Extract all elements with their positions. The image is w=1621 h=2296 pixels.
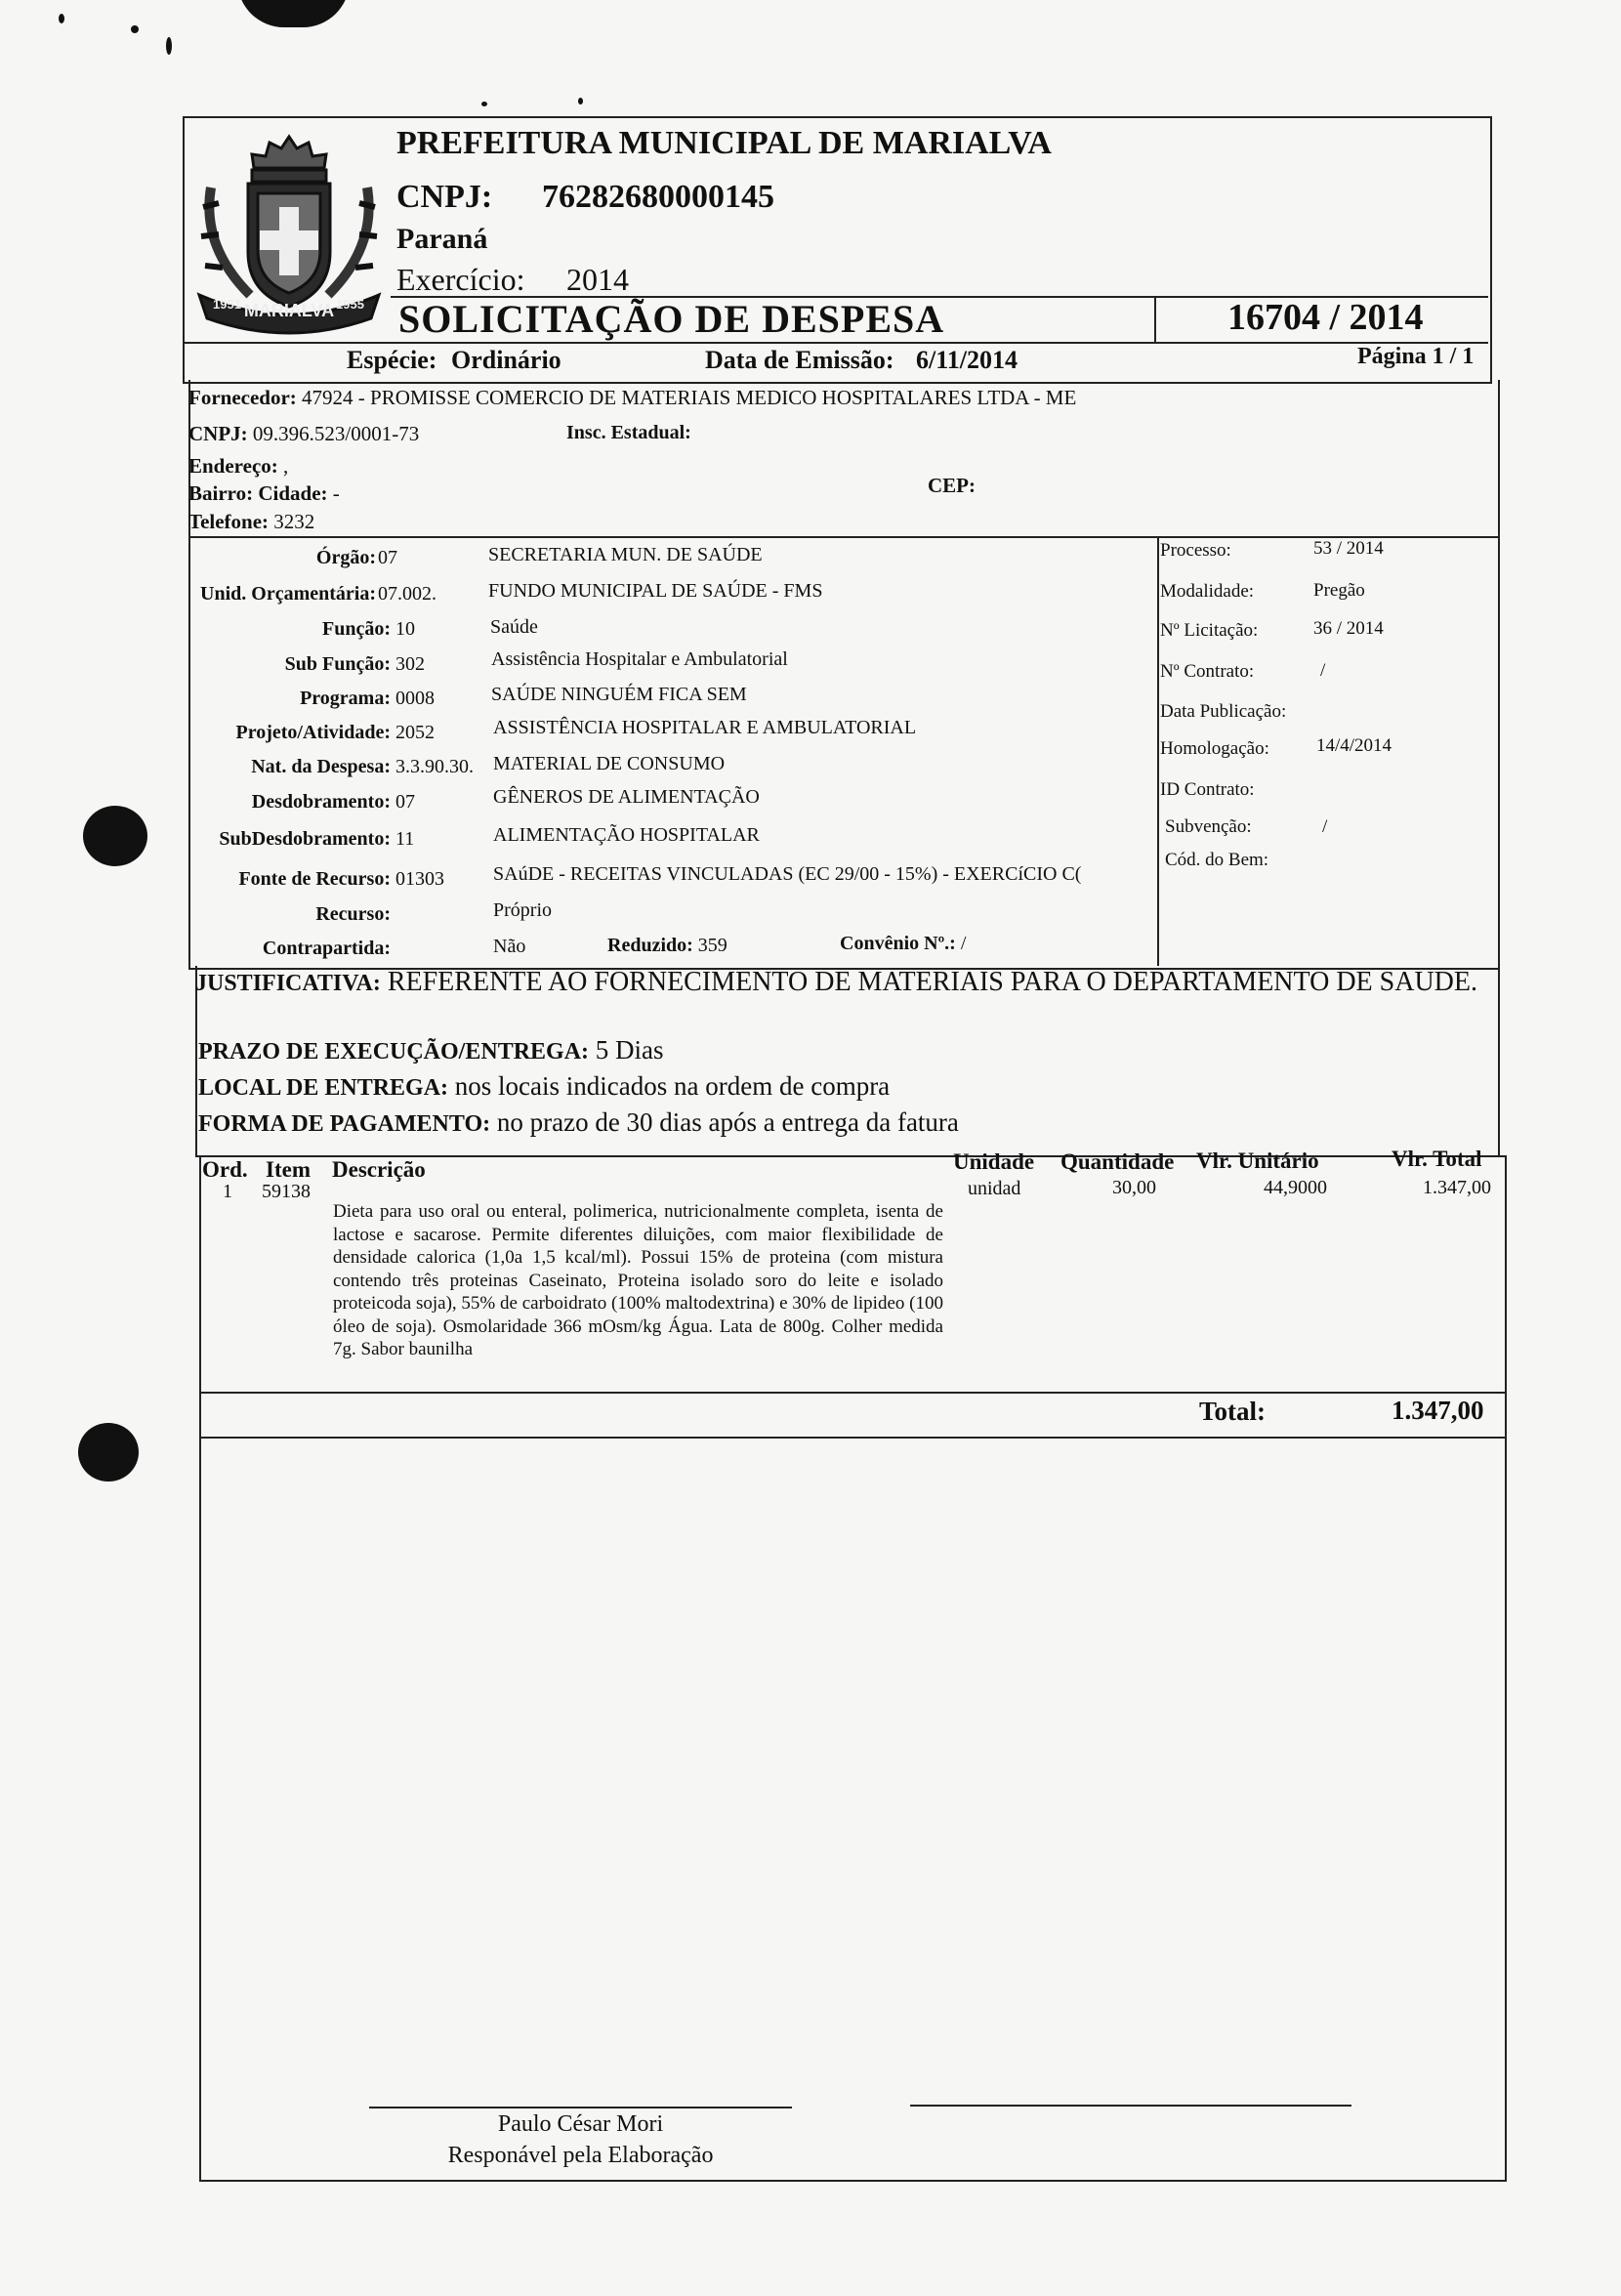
- row-qty: 30,00: [1112, 1177, 1156, 1198]
- supplier-address-label: Endereço:: [188, 454, 278, 478]
- budget-desc-desdobramento: GÊNEROS DE ALIMENTAÇÃO: [493, 786, 760, 808]
- scan-speck: [578, 98, 583, 104]
- budget-code-orgao: 07: [378, 547, 397, 568]
- pagamento-label: FORMA DE PAGAMENTO:: [198, 1111, 491, 1137]
- supplier-phone-label: Telefone:: [188, 510, 270, 533]
- row-unit: unidad: [968, 1178, 1021, 1199]
- col-header-item: Item: [266, 1157, 311, 1182]
- budget-label-contrapartida: Contrapartida:: [262, 938, 391, 959]
- budget-code-fonte: 01303: [395, 868, 444, 890]
- col-header-desc: Descrição: [332, 1157, 426, 1182]
- supplier-address-value: ,: [283, 454, 289, 478]
- licitacao-label: Nº Licitação:: [1160, 620, 1259, 641]
- convenio-value: /: [960, 933, 967, 954]
- supplier-phone-value: 3232: [273, 510, 315, 533]
- document-title: SOLICITAÇÃO DE DESPESA: [398, 297, 945, 341]
- header-cnpj-label: CNPJ:: [396, 179, 493, 215]
- reduzido-label: Reduzido:: [607, 935, 693, 956]
- budget-code-unid: 07.002.: [378, 583, 436, 605]
- budget-desc-subdesdobramento: ALIMENTAÇÃO HOSPITALAR: [493, 824, 760, 846]
- logo-year-right: 1955: [336, 297, 364, 312]
- budget-code-programa: 0008: [395, 688, 435, 709]
- col-header-unit: Unidade: [953, 1149, 1035, 1174]
- header-state: Paraná: [396, 223, 488, 255]
- budget-label-unid: Unid. Orçamentária:: [200, 583, 376, 605]
- budget-label-funcao: Função:: [322, 618, 391, 640]
- budget-desc-orgao: SECRETARIA MUN. DE SAÚDE: [488, 544, 763, 565]
- budget-desc-funcao: Saúde: [490, 616, 538, 638]
- municipality-name: PREFEITURA MUNICIPAL DE MARIALVA: [396, 125, 1052, 161]
- logo-text: MARIALVA: [243, 301, 335, 320]
- budget-desc-recurso: Próprio: [493, 899, 552, 921]
- process-divider: [1157, 536, 1159, 966]
- budget-desc-natureza: MATERIAL DE CONSUMO: [493, 753, 726, 774]
- title-number-divider: [1154, 296, 1156, 342]
- pagamento-line: [198, 1107, 959, 1138]
- supplier-cidade-label: Cidade:: [258, 481, 328, 505]
- local-value: nos locais indicados na ordem de compra: [454, 1071, 891, 1101]
- local-label: LOCAL DE ENTREGA:: [198, 1075, 449, 1101]
- supplier-cnpj-value: 09.396.523/0001-73: [252, 422, 420, 445]
- prazo-value: 5 Dias: [595, 1035, 664, 1065]
- total-value: 1.347,00: [1392, 1396, 1484, 1425]
- row-item: 59138: [262, 1181, 311, 1202]
- processo-value: 53 / 2014: [1313, 538, 1384, 559]
- processo-label: Processo:: [1160, 540, 1231, 561]
- budget-code-projeto: 2052: [395, 722, 435, 743]
- scan-speck: [59, 14, 64, 23]
- col-header-qty: Quantidade: [1060, 1149, 1175, 1174]
- col-header-unit-price: Vlr. Unitário: [1196, 1148, 1319, 1173]
- scan-speck: [166, 37, 172, 55]
- budget-label-subdesdobramento: SubDesdobramento:: [219, 828, 391, 850]
- convenio-label: Convênio Nº.:: [840, 933, 956, 954]
- licitacao-value: 36 / 2014: [1313, 618, 1384, 639]
- convenio-line: [840, 933, 966, 955]
- budget-label-projeto: Projeto/Atividade:: [235, 722, 391, 743]
- homologacao-label: Homologação:: [1160, 738, 1269, 759]
- coat-of-arms-logo: [191, 129, 387, 349]
- budget-label-natureza: Nat. da Despesa:: [251, 756, 391, 777]
- row-ord: 1: [223, 1181, 232, 1202]
- justification-value: REFERENTE AO FORNECIMENTO DE MATERIAIS PARA O DEPARTAMENTO DE SAUDE.: [387, 967, 1477, 997]
- reduzido-value: 359: [697, 935, 727, 956]
- budget-label-recurso: Recurso:: [315, 903, 391, 925]
- budget-label-programa: Programa:: [300, 688, 391, 709]
- signer-name: Paulo César Mori: [497, 2111, 664, 2137]
- local-line: [198, 1071, 890, 1102]
- budget-desc-fonte: SAúDE - RECEITAS VINCULADAS (EC 29/00 - 15%) - EXERCíCIO C(: [493, 863, 1082, 885]
- supplier-cidade-value: -: [332, 481, 340, 505]
- row-description: Dieta para uso oral ou enteral, polimerica, nutricionalmente completa, isenta de lactose e sacarose. Permite diferentes diluições, com maior flexibilidade de densidade calorica (1,0a 1,5 kcal/ml). Possui 15% de proteina (com mistura contendo três proteinas Caseinato, Proteina isolado soro do leite e isolado proteicoda soja), 55% de carboidrato (100% maltodextrina) e 30% de lipideo (100 óleo de soja). Osmolaridade 366 mOsm/kg Água. Lata de 800g. Colher medida 7g. Sabor baunilha: [333, 1201, 943, 1359]
- prazo-line: [198, 1035, 664, 1065]
- contrato-value: /: [1320, 660, 1326, 681]
- supplier-phone-line: [188, 510, 314, 534]
- issue-date-value: 6/11/2014: [916, 346, 1018, 374]
- col-header-total: Vlr. Total: [1392, 1147, 1482, 1171]
- document-number: 16704 / 2014: [1227, 297, 1424, 338]
- punch-hole: [83, 806, 147, 866]
- supplier-bairro-line: [188, 481, 340, 506]
- scan-speck: [131, 25, 139, 33]
- pagamento-value: no prazo de 30 dias após a entrega da fatura: [496, 1107, 959, 1137]
- signature-line-left: [369, 2107, 792, 2108]
- justification-line: [195, 967, 1477, 998]
- issue-date-label: Data de Emissão:: [705, 346, 894, 374]
- total-bottom-rule: [199, 1437, 1505, 1439]
- total-label: Total:: [1199, 1397, 1267, 1426]
- budget-label-fonte: Fonte de Recurso:: [238, 868, 391, 890]
- supplier-cnpj-label: CNPJ:: [188, 422, 248, 445]
- subvencao-label: Subvenção:: [1165, 816, 1252, 837]
- page-number: Página 1 / 1: [1357, 344, 1475, 369]
- publicacao-label: Data Publicação:: [1160, 701, 1287, 722]
- insc-estadual-label: Insc. Estadual:: [566, 422, 691, 443]
- row-unit-price: 44,9000: [1264, 1177, 1327, 1198]
- supplier-address-line: [188, 454, 288, 479]
- budget-label-desdobramento: Desdobramento:: [251, 791, 391, 813]
- budget-code-natureza: 3.3.90.30.: [395, 756, 474, 777]
- budget-desc-contrapartida: Não: [493, 936, 526, 957]
- cep-label: CEP:: [928, 474, 976, 497]
- supplier-name-value: 47924 - PROMISSE COMERCIO DE MATERIAIS MEDICO HOSPITALARES LTDA - ME: [302, 386, 1077, 409]
- budget-code-desdobramento: 07: [395, 791, 415, 813]
- budget-label-orgao: Órgão:: [315, 547, 376, 568]
- reduzido-line: [607, 935, 727, 957]
- supplier-name-label: Fornecedor:: [188, 386, 297, 409]
- budget-desc-unid: FUNDO MUNICIPAL DE SAÚDE - FMS: [488, 580, 823, 602]
- header-cnpj-value: 76282680000145: [542, 179, 774, 215]
- signer-role: Responável pela Elaboração: [447, 2143, 714, 2168]
- budget-code-subfuncao: 302: [395, 653, 425, 675]
- exercise-label: Exercício:: [396, 262, 525, 297]
- modalidade-value: Pregão: [1313, 580, 1365, 601]
- scan-speck: [237, 0, 350, 27]
- col-header-ord: Ord.: [202, 1157, 248, 1182]
- budget-label-subfuncao: Sub Função:: [284, 653, 391, 675]
- budget-desc-programa: SAÚDE NINGUÉM FICA SEM: [491, 684, 747, 705]
- subvencao-value: /: [1322, 816, 1328, 837]
- cod-bem-label: Cód. do Bem:: [1165, 850, 1269, 870]
- species-label: Espécie:: [347, 346, 437, 374]
- budget-desc-projeto: ASSISTÊNCIA HOSPITALAR E AMBULATORIAL: [493, 717, 917, 738]
- contrato-label: Nº Contrato:: [1160, 661, 1255, 682]
- supplier-cnpj-line: [188, 422, 419, 446]
- budget-code-subdesdobramento: 11: [395, 828, 415, 850]
- supplier-name-line: [188, 386, 1076, 410]
- modalidade-label: Modalidade:: [1160, 581, 1255, 602]
- supplier-bairro-label: Bairro:: [188, 481, 254, 505]
- budget-desc-subfuncao: Assistência Hospitalar e Ambulatorial: [491, 648, 788, 670]
- species-value: Ordinário: [451, 346, 561, 374]
- logo-year-left: 1951: [213, 297, 241, 312]
- punch-hole: [78, 1423, 139, 1482]
- prazo-label: PRAZO DE EXECUÇÃO/ENTREGA:: [198, 1039, 590, 1065]
- id-contrato-label: ID Contrato:: [1160, 779, 1255, 800]
- scan-speck: [481, 102, 487, 106]
- homologacao-value: 14/4/2014: [1316, 735, 1392, 756]
- signature-line-right: [910, 2105, 1351, 2107]
- row-total: 1.347,00: [1423, 1177, 1491, 1198]
- justification-label: JUSTIFICATIVA:: [195, 971, 381, 996]
- title-bottom-rule: [183, 342, 1488, 344]
- exercise-value: 2014: [566, 262, 629, 297]
- budget-code-funcao: 10: [395, 618, 415, 640]
- total-top-rule: [199, 1392, 1505, 1394]
